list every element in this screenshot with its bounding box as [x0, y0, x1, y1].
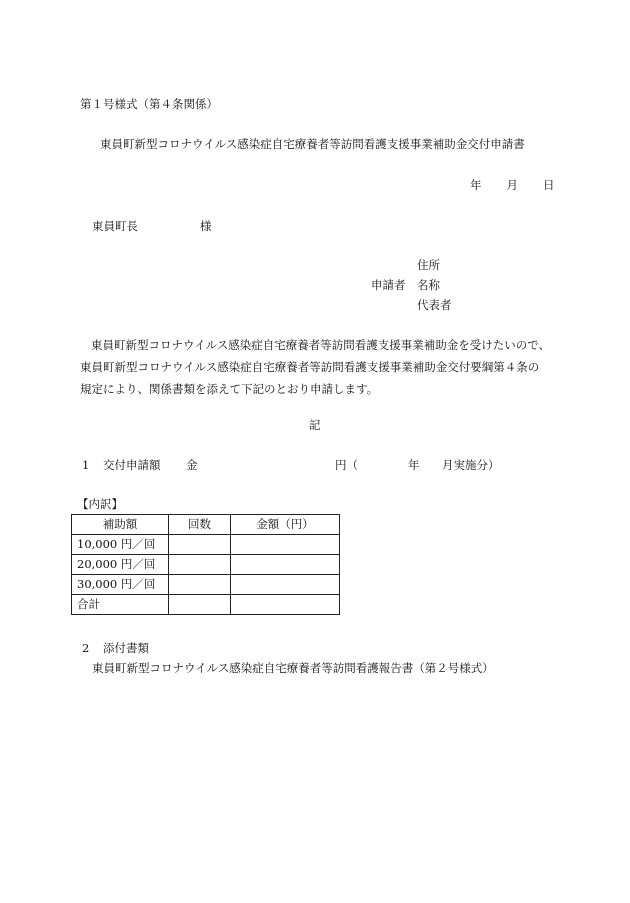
cell-amount [231, 575, 340, 595]
table-row [72, 535, 340, 555]
cell-subsidy: 10,000 円／回 [72, 535, 169, 555]
addressee [92, 219, 212, 233]
section-1-month: 月実施分） [442, 458, 500, 472]
header-count: 回数 [169, 515, 231, 535]
header-amount: 金額（円） [231, 515, 340, 535]
statement-line-3: 規定により、関係書類を添えて下記のとおり申請します。 [80, 382, 379, 396]
cell-amount [231, 555, 340, 575]
application-statement [80, 334, 560, 400]
ki-heading: 記 [309, 418, 321, 432]
date-day: 日 [543, 178, 555, 192]
section-1-number: 1 [82, 458, 90, 472]
cell-total-count [169, 595, 231, 615]
section-1-amount [82, 458, 500, 472]
breakdown-table [71, 514, 340, 615]
date-line [470, 178, 555, 192]
applicant-label: 申請者 [371, 278, 406, 292]
attachment-item: 東員町新型コロナウイルス感染症自宅療養者等訪問看護報告書（第２号様式） [92, 661, 494, 675]
applicant-name-label: 名称 [417, 278, 440, 292]
cell-total-label: 合計 [72, 595, 169, 615]
table-row [72, 555, 340, 575]
table-row [72, 575, 340, 595]
applicant-representative-label: 代表者 [417, 298, 452, 312]
cell-count [169, 575, 231, 595]
cell-amount [231, 535, 340, 555]
cell-subsidy: 20,000 円／回 [72, 555, 169, 575]
cell-total-amount [231, 595, 340, 615]
section-1-label: 交付申請額 [103, 458, 161, 472]
table-header-row [72, 515, 340, 535]
breakdown-label: 【内訳】 [77, 497, 123, 511]
section-1-en: 円（ [335, 458, 358, 472]
addressee-name: 東員町長 [92, 219, 138, 233]
date-month: 月 [506, 178, 518, 192]
statement-line-1: 東員町新型コロナウイルス感染症自宅療養者等訪問看護支援事業補助金を受けたいので、 [91, 338, 551, 352]
header-subsidy: 補助額 [72, 515, 169, 535]
table-total-row [72, 595, 340, 615]
applicant-address-label: 住所 [417, 258, 440, 272]
section-2-number: 2 [82, 641, 90, 655]
addressee-honorific: 様 [200, 219, 212, 233]
section-1-kin: 金 [186, 458, 198, 472]
section-2-label: 添付書類 [103, 641, 149, 655]
cell-count [169, 555, 231, 575]
cell-subsidy: 30,000 円／回 [72, 575, 169, 595]
document-title: 東員町新型コロナウイルス感染症自宅療養者等訪問看護支援事業補助金交付申請書 [100, 137, 525, 151]
statement-line-2: 東員町新型コロナウイルス感染症自宅療養者等訪問看護支援事業補助金交付要綱第４条の [80, 360, 540, 374]
section-1-year: 年 [408, 458, 420, 472]
date-year: 年 [470, 178, 482, 192]
cell-count [169, 535, 231, 555]
section-2-attachments [82, 641, 149, 655]
form-number: 第１号様式（第４条関係） [80, 97, 218, 111]
